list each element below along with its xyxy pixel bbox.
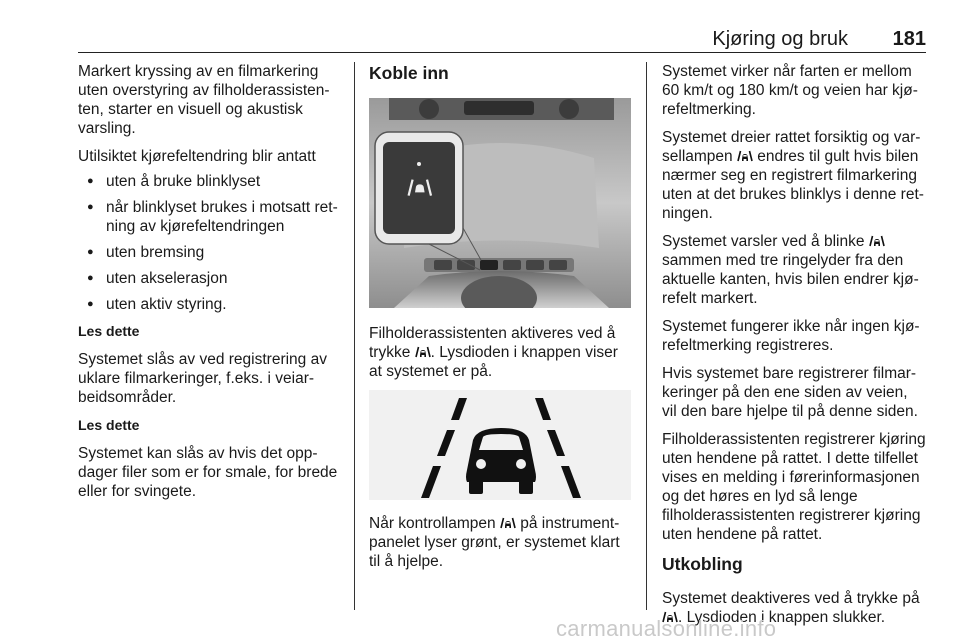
paragraph: Systemet deaktiveres ved å trykke på . Lysdioden i knappen slukker.: [662, 590, 920, 626]
section-title: Kjøring og bruk: [712, 28, 848, 50]
section-heading: Utkobling: [662, 554, 743, 574]
lane-keep-assist-icon: [500, 517, 516, 529]
watermark: carmanualsonline.info: [556, 616, 777, 641]
note-text: Systemet kan slås av hvis det oppdager filer som er for smale, for brede eller for svingete.: [78, 445, 338, 500]
section-heading: Koble inn: [369, 63, 449, 83]
lane-keep-assist-icon: [415, 346, 431, 358]
column-divider: [354, 62, 355, 610]
column-middle: [369, 62, 631, 580]
paragraph: Systemet varsler ved å blinke sammen med tre ringelyder fra den aktuelle kanten, hvis bilen endrer kjørefelt markert.: [662, 233, 919, 307]
page-number: 181: [892, 28, 926, 50]
note-box: [78, 322, 344, 407]
paragraph: Markert kryssing av en filmarkering uten overstyring av filholderassistenten, starter en visuell og akustisk varsling.: [78, 63, 330, 137]
note-text: Systemet slås av ved registrering av uklare filmarkeringer, f.eks. i veiarbeidsområder.: [78, 351, 327, 406]
paragraph: Systemet dreier rattet forsiktig og varsellampen endres til gult hvis bilen nærmer seg en registrert filmarkering uten at det brukes blinklys i denne retningen.: [662, 129, 924, 222]
list-item: ● uten aktiv styring.: [78, 295, 344, 314]
column-divider: [646, 62, 647, 610]
list-item: ● uten bremsing: [78, 243, 344, 262]
paragraph: Filholderassistenten aktiveres ved å trykke . Lysdioden i knappen viser at systemet er på.: [369, 325, 618, 380]
list-item: ● uten å bruke blinklyset: [78, 172, 344, 191]
paragraph: Utilsiktet kjørefeltendring blir antatt: [78, 148, 316, 165]
lane-keep-assist-icon: [869, 235, 885, 247]
paragraph: Hvis systemet bare registrerer filmarkeringer på den ene siden av veien, vil den bare hjelpe til på denne siden.: [662, 365, 918, 420]
note-heading: Les dette: [78, 323, 140, 339]
paragraph: Systemet fungerer ikke når ingen kjørefeltmerking registreres.: [662, 318, 920, 354]
list-item: ● når blinklyset brukes i motsatt retning av kjørefeltendringen: [78, 198, 344, 236]
dashboard-button-photo: [369, 98, 631, 308]
column-right: [662, 62, 926, 636]
paragraph: Systemet virker når farten er mellom 60 km/t og 180 km/t og veien har kjørefeltmerking.: [662, 63, 918, 118]
bullet-list: [78, 172, 344, 314]
paragraph: Filholderassistenten registrerer kjøring uten hendene på rattet. I dette tilfellet vises en melding i førerinformasjonen og det høres en lyd så lenge filholderassistenten registrerer kjøring uten hendene på rattet.: [662, 431, 926, 543]
lane-keep-assist-symbol: [369, 390, 631, 500]
note-box: [78, 416, 344, 501]
paragraph: Når kontrollampen på instrumentpanelet lyser grønt, er systemet klart til å hjelpe.: [369, 515, 620, 570]
column-left: [78, 62, 344, 501]
lane-keep-assist-icon: [737, 150, 753, 162]
note-heading: Les dette: [78, 417, 140, 433]
list-item: ● uten akselerasjon: [78, 269, 344, 288]
page-header: [78, 26, 926, 53]
